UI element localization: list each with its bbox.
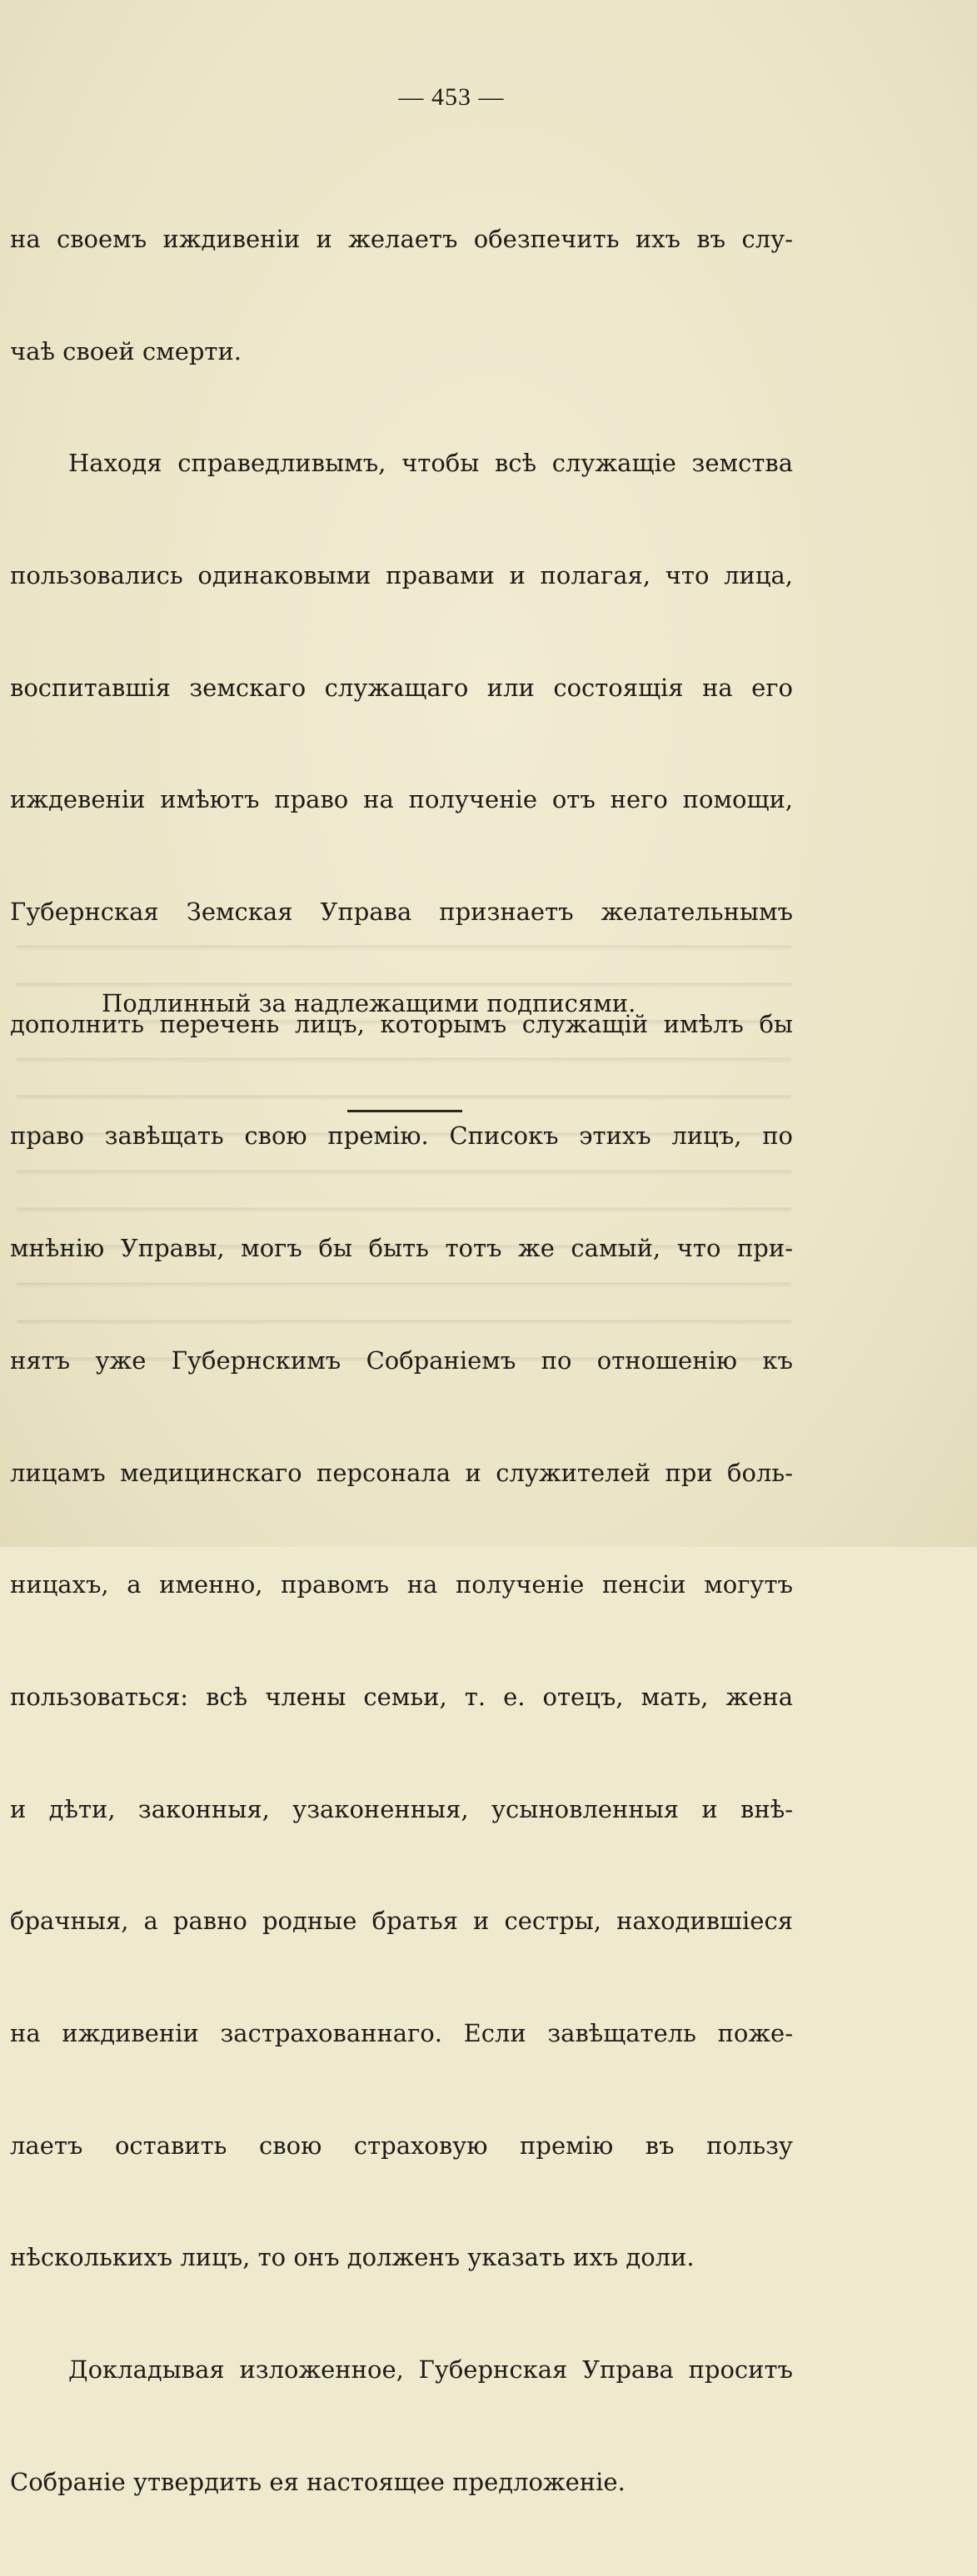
text-line: ницахъ, а именно, правомъ на полученiе пенсiи могутъ: [10, 1570, 793, 1599]
body-text: [10, 146, 793, 2576]
signature-note: Подлинный за надлежащими подписями.: [102, 989, 636, 1017]
closing-rule: [347, 1110, 462, 1112]
text-line: брачныя, а равно родные братья и сестры, находившiеся: [10, 1907, 793, 1936]
text-line: Губернская Земская Управа признаетъ желательнымъ: [10, 898, 793, 927]
text-line: воспитавшiя земскаго служащаго или состоящiя на его: [10, 673, 793, 702]
page-number: — 453 —: [398, 83, 505, 111]
text-line: нѣсколькихъ лицъ, то онъ долженъ указать ихъ доли.: [10, 2243, 695, 2272]
text-line: лицамъ медицинскаго персонала и служителей при боль-: [10, 1458, 793, 1487]
text-line: Докладывая изложенное, Губернская Управа проситъ: [68, 2355, 793, 2385]
text-line: иждевенiи имѣютъ право на полученiе отъ него помощи,: [10, 785, 793, 814]
text-line: дополнить перечень лицъ, которымъ служащiй имѣлъ бы: [10, 1009, 793, 1038]
text-line: мнѣнiю Управы, могъ бы быть тотъ же самый, что при-: [10, 1234, 793, 1263]
text-line: пользовались одинаковыми правами и полагая, что лица,: [10, 560, 793, 589]
text-line: нятъ уже Губернскимъ Собранiемъ по отношенiю къ: [10, 1345, 793, 1375]
text-line: и дѣти, законныя, узаконенныя, усыновленныя и внѣ-: [10, 1794, 793, 1823]
text-line: пользоваться: всѣ члены семьи, т. е. отецъ, мать, жена: [10, 1682, 793, 1711]
text-line: чаѣ своей смерти.: [10, 336, 242, 366]
text-line: Собранiе утвердить ея настоящее предложенiе.: [10, 2467, 626, 2496]
text-line: Находя справедливымъ, чтобы всѣ служащiе земства: [68, 449, 793, 478]
text-line: право завѣщать свою премiю. Списокъ этихъ лицъ, по: [10, 1121, 793, 1151]
text-line: лаетъ оставить свою страховую премiю въ пользу: [10, 2131, 793, 2160]
text-line: на иждивенiи застрахованнаго. Если завѣщатель поже-: [10, 2019, 793, 2048]
text-line: на своемъ иждивенiи и желаетъ обезпечить ихъ въ слу-: [10, 224, 793, 253]
